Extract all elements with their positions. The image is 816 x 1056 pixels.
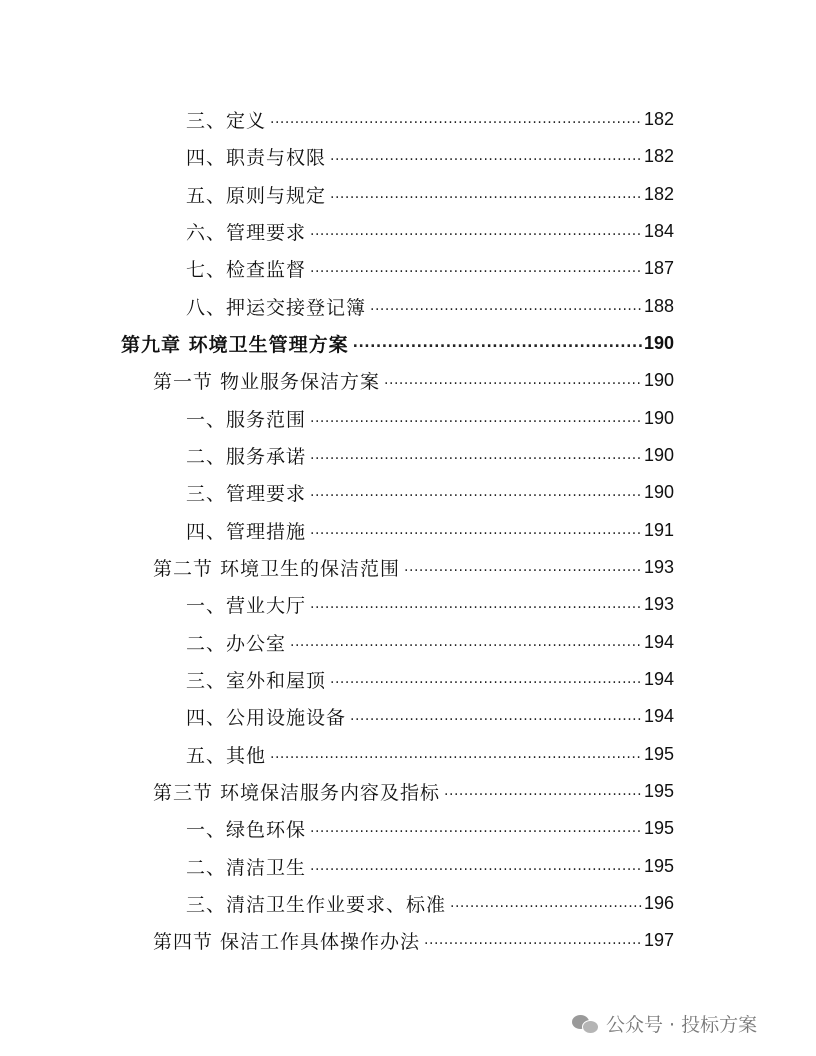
toc-section-entry[interactable] [0, 776, 816, 806]
toc-entry[interactable] [0, 851, 816, 881]
dot-leader [310, 596, 642, 612]
dot-leader [270, 111, 642, 127]
toc-entry-page: 182 [643, 145, 674, 166]
toc-entry-title: 一、服务范围 [186, 408, 307, 431]
toc-entry-page: 195 [643, 817, 674, 838]
dot-leader [450, 895, 642, 911]
dot-leader [310, 484, 642, 500]
toc-entry-page: 193 [643, 593, 674, 614]
toc-entry-title: 第四节 保洁工作具体操作办法 [153, 930, 421, 953]
toc-section-entry[interactable] [0, 365, 816, 395]
toc-entry[interactable] [0, 701, 816, 731]
toc-entry[interactable] [0, 141, 816, 171]
toc-entry-page: 182 [643, 108, 674, 129]
toc-entry-page: 195 [643, 780, 674, 801]
toc-entry[interactable] [0, 104, 816, 134]
dot-leader [404, 559, 642, 575]
toc-entry[interactable] [0, 253, 816, 283]
toc-entry[interactable] [0, 813, 816, 843]
toc-entry-title: 三、清洁卫生作业要求、标准 [186, 893, 447, 916]
toc-entry-page: 194 [643, 705, 674, 726]
toc-entry-page: 187 [643, 257, 674, 278]
toc-entry-page: 190 [643, 407, 674, 428]
wechat-icon [572, 1013, 598, 1033]
dot-leader [370, 298, 642, 314]
toc-entry-title: 一、营业大厅 [186, 594, 307, 617]
toc-entry-title: 四、公用设施设备 [186, 706, 347, 729]
toc-entry-page: 182 [643, 183, 674, 204]
dot-leader [310, 858, 642, 874]
toc-entry[interactable] [0, 291, 816, 321]
watermark-text: 公众号 · 投标方案 [606, 1013, 758, 1036]
toc-entry-page: 184 [643, 220, 674, 241]
toc-entry-title: 一、绿色环保 [186, 818, 307, 841]
toc-entry-title: 四、管理措施 [186, 520, 307, 543]
dot-leader [330, 186, 642, 202]
dot-leader [330, 671, 642, 687]
toc-entry[interactable] [0, 589, 816, 619]
toc-entry-title: 二、清洁卫生 [186, 856, 307, 879]
toc-entry-title: 六、管理要求 [186, 221, 307, 244]
toc-entry-page: 193 [643, 556, 674, 577]
toc-entry-title: 第一节 物业服务保洁方案 [153, 370, 381, 393]
toc-entry-page: 190 [643, 332, 674, 353]
toc-entry-title: 七、检查监督 [186, 258, 307, 281]
dot-leader [310, 522, 642, 538]
toc-entry[interactable] [0, 403, 816, 433]
toc-entry-title: 第九章 环境卫生管理方案 [121, 333, 349, 356]
toc-entry-title: 二、办公室 [186, 632, 287, 655]
toc-entry[interactable] [0, 179, 816, 209]
toc-entry-page: 194 [643, 668, 674, 689]
dot-leader [310, 447, 642, 463]
dot-leader [270, 746, 642, 762]
toc-entry[interactable] [0, 515, 816, 545]
dot-leader [424, 932, 642, 948]
toc-entry-title: 三、定义 [186, 109, 267, 132]
toc-entry-title: 八、押运交接登记簿 [186, 296, 367, 319]
toc-entry[interactable] [0, 664, 816, 694]
toc-entry-title: 第二节 环境卫生的保洁范围 [153, 557, 401, 580]
toc-entry-page: 190 [643, 369, 674, 390]
toc-entry[interactable] [0, 477, 816, 507]
toc-entry-title: 五、其他 [186, 744, 267, 767]
toc-entry-title: 四、职责与权限 [186, 146, 327, 169]
toc-entry-page: 190 [643, 481, 674, 502]
dot-leader [290, 634, 642, 650]
dot-leader [310, 223, 642, 239]
toc-entry-page: 195 [643, 855, 674, 876]
dot-leader [310, 820, 642, 836]
toc-entry[interactable] [0, 888, 816, 918]
toc-entry[interactable] [0, 739, 816, 769]
dot-leader [384, 372, 642, 388]
toc-entry-title: 第三节 环境保洁服务内容及指标 [153, 781, 441, 804]
toc-entry-title: 三、管理要求 [186, 482, 307, 505]
toc-entry[interactable] [0, 440, 816, 470]
dot-leader [444, 783, 642, 799]
toc-entry[interactable] [0, 216, 816, 246]
toc-entry-page: 196 [643, 892, 674, 913]
toc-section-entry[interactable] [0, 925, 816, 955]
toc-entry-page: 194 [643, 631, 674, 652]
watermark [572, 1008, 757, 1038]
dot-leader [310, 410, 642, 426]
toc-entry-title: 二、服务承诺 [186, 445, 307, 468]
toc-entry-title: 三、室外和屋顶 [186, 669, 327, 692]
toc-chapter-entry[interactable] [0, 328, 816, 358]
dot-leader [330, 148, 642, 164]
dot-leader [310, 260, 642, 276]
toc-section-entry[interactable] [0, 552, 816, 582]
dot-leader [350, 708, 642, 724]
toc-entry-page: 191 [643, 519, 674, 540]
toc-entry-page: 190 [643, 444, 674, 465]
toc-entry-title: 五、原则与规定 [186, 184, 327, 207]
toc-entry-page: 195 [643, 743, 674, 764]
toc-entry-page: 188 [643, 295, 674, 316]
toc-entry-page: 197 [643, 929, 674, 950]
dot-leader [353, 335, 642, 351]
toc-entry[interactable] [0, 627, 816, 657]
